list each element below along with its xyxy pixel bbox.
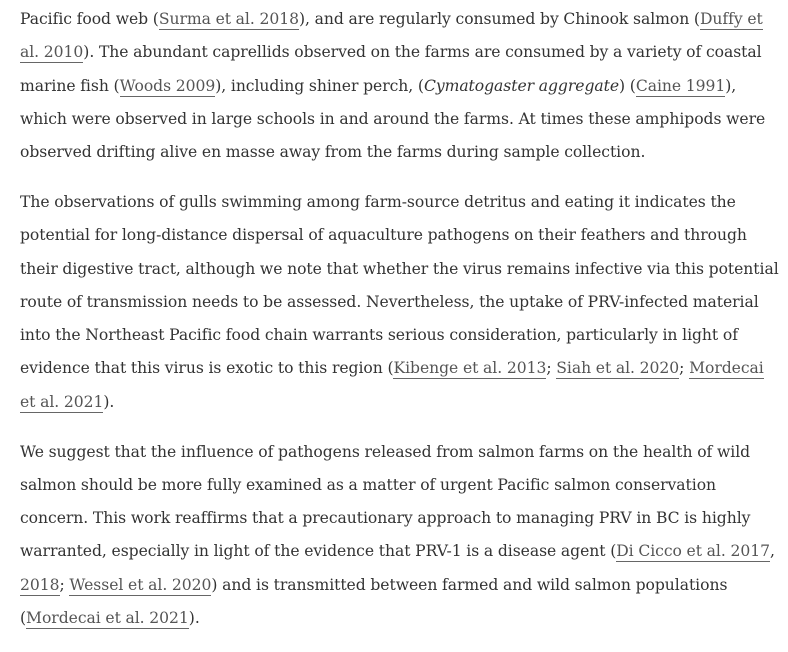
text-segment: The observations of gulls swimming among farm-source detritus and eating it indicates the potential for long-distance dispersal of aquaculture pathogens on their feathers and through their digestive tract, although we note that whether the virus remains infective via this potential route of transmission needs to be assessed. Nevertheless, the uptake of PRV-infected material into the Northeast Pacific food chain warrants serious consideration, particularly in light of evidence that this virus is exotic to this region ( (20, 192, 779, 378)
citation-link-di-cicco-2017[interactable]: Di Cicco et al. 2017 (616, 542, 770, 561)
citation-link-duffy-2010[interactable]: Duffy et al. 2010 (20, 10, 763, 62)
citation-link-siah-2020[interactable]: Siah et al. 2020 (556, 359, 680, 378)
text-segment: ; (679, 359, 690, 378)
text-segment: ). (188, 609, 200, 628)
text-segment: We suggest that the influence of pathogens released from salmon farms on the health of wild salmon should be more fully examined as a matter of urgent Pacific salmon conservation concern. This work reaffirms that a precautionary approach to managing PRV in BC is highly warranted, especially in light of the evidence that PRV-1 is a disease agent ( (20, 442, 751, 561)
citation-link-surma-2018[interactable]: Surma et al. 2018 (158, 10, 299, 28)
citation-link-wessel-2020[interactable]: Wessel et al. 2020 (69, 575, 212, 594)
citation-link-caine-1991[interactable]: Caine 1991 (635, 76, 726, 95)
citation-link-mordecai-2021[interactable]: Mordecai et al. 2021 (20, 359, 764, 411)
text-segment: Pacific food web ( (20, 10, 159, 28)
text-segment: ), including shiner perch, ( (215, 76, 424, 95)
citation-link-kibenge-2013[interactable]: Kibenge et al. 2013 (393, 359, 547, 378)
text-segment: ) ( (619, 76, 636, 95)
text-segment: ). (103, 392, 115, 411)
text-segment: , (769, 542, 775, 561)
text-segment: ) and is transmitted between farmed and wild salmon populations ( (20, 575, 728, 628)
paragraph-food-web (20, 3, 782, 169)
citation-link-di-cicco-2018[interactable]: 2018 (20, 575, 60, 594)
citation-link-woods-2009[interactable]: Woods 2009 (119, 76, 216, 95)
paragraph-conclusion (20, 436, 782, 636)
article-body (20, 3, 782, 652)
text-segment: ; (59, 575, 70, 594)
text-segment: ). The abundant caprellids observed on the farms are consumed by a variety of coastal marine fish ( (20, 43, 762, 95)
text-segment: ), which were observed in large schools in and around the farms. At times these amphipods were observed drifting alive en masse away from the farms during sample collection. (20, 76, 766, 162)
text-segment: ), and are regularly consumed by Chinook salmon ( (298, 10, 700, 28)
species-name: Cymatogaster aggregate (423, 76, 620, 95)
citation-link-mordecai-2021[interactable]: Mordecai et al. 2021 (26, 609, 189, 628)
text-segment: ; (546, 359, 557, 378)
paragraph-gulls-dispersal (20, 186, 782, 419)
